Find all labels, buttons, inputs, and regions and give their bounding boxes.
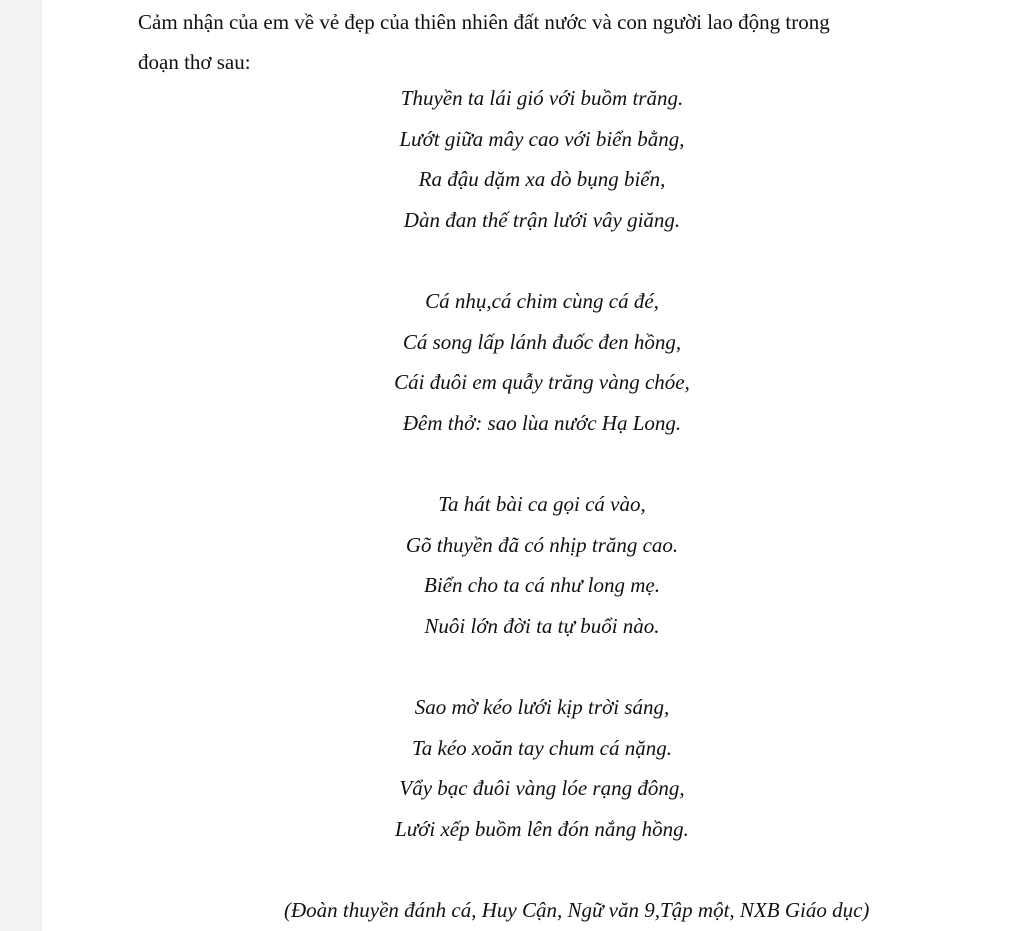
stanza-3 <box>42 484 1024 646</box>
poem-line: Cái đuôi em quẫy trăng vàng chóe, <box>394 370 690 394</box>
document-page <box>42 0 1024 931</box>
poem-line: Thuyền ta lái gió với buồm trăng. <box>400 86 684 110</box>
question-prompt <box>138 2 938 82</box>
poem-source-citation: (Đoàn thuyền đánh cá, Huy Cận, Ngữ văn 9,Tập một, NXB Giáo dục) <box>284 898 870 922</box>
poem-line: Đêm thở: sao lùa nước Hạ Long. <box>402 410 682 435</box>
poem-line: Lưới xếp buồm lên đón nắng hồng. <box>395 816 689 841</box>
poem-line: Cá nhụ,cá chim cùng cá đé, <box>425 289 659 313</box>
prompt-line-2: đoạn thơ sau: <box>138 50 251 74</box>
poem-line: Cá song lấp lánh đuốc đen hồng, <box>402 329 682 354</box>
poem-line: Ra đậu dặm xa dò bụng biển, <box>418 167 666 191</box>
poem-line: Dàn đan thế trận lưới vây giăng. <box>403 207 681 232</box>
stanza-4 <box>42 687 1024 849</box>
poem-line: Ta hát bài ca gọi cá vào, <box>438 492 646 516</box>
poem-line: Sao mờ kéo lưới kịp trời sáng, <box>414 695 670 719</box>
poem-line: Lướt giữa mây cao với biển bằng, <box>399 126 685 151</box>
poem-line: Vẩy bạc đuôi vàng lóe rạng đông, <box>399 776 685 800</box>
prompt-line-1: Cảm nhận của em về vẻ đẹp của thiên nhiên đất nước và con người lao động trong <box>138 10 830 34</box>
poem-line: Biển cho ta cá như long mẹ. <box>424 573 660 597</box>
poem-line: Ta kéo xoăn tay chum cá nặng. <box>412 735 672 760</box>
poem-line: Nuôi lớn đời ta tự buổi nào. <box>424 613 660 638</box>
stanza-1 <box>42 78 1024 240</box>
stanza-2 <box>42 281 1024 443</box>
poem <box>42 78 1024 890</box>
poem-line: Gõ thuyền đã có nhịp trăng cao. <box>405 532 679 557</box>
